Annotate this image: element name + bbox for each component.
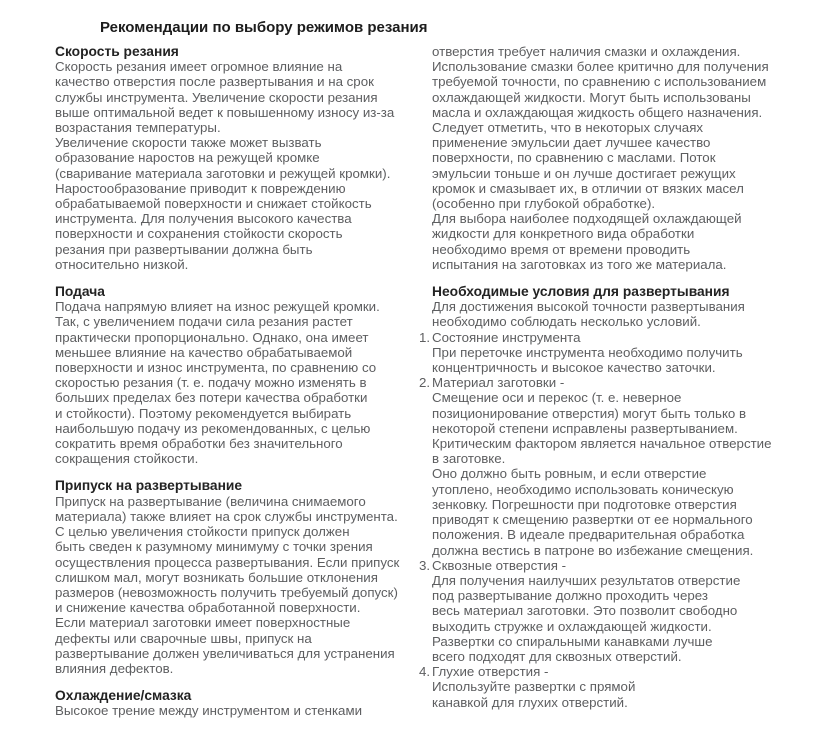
text-line: в заготовке. (432, 451, 506, 467)
text-line: концентричность и высокое качество заточки. (432, 360, 716, 376)
text-line: Следует отметить, что в некоторых случаях (432, 120, 704, 136)
text-line: Оно должно быть ровным, и если отверстие (432, 466, 707, 482)
text-line: и стойкости). Поэтому рекомендуется выбирать (55, 405, 352, 421)
text-line: зенковку. Погрешности при подготовке отверстия (432, 496, 737, 512)
text-line: отверстия требует наличия смазки и охлаждения. (432, 44, 741, 59)
text-line: инструмента. Для получения высокого качества (55, 211, 352, 227)
text-line: и снижение качества обработанной поверхности. (55, 600, 361, 616)
text-line: выше оптимальной ведет к повышенному износу из-за (55, 104, 395, 120)
text-line: материала) также влияет на срок службы инструмента. (55, 508, 398, 524)
text-line: осуществления процесса развертывания. Если припуск (55, 554, 400, 570)
text-line: наибольшую подачу из рекомендованных, с целью (55, 420, 371, 436)
list-item-title: Глухие отверстия - (432, 664, 549, 680)
text-line: положения. В идеале предварительная обработка (432, 527, 745, 543)
list-item-through-holes (419, 557, 812, 664)
section-heading: Охлаждение/смазка (55, 688, 192, 704)
text-line: резания при развертывании должна быть (55, 241, 313, 257)
text-line: (особенно при глубокой обработке). (432, 196, 656, 212)
right-column (419, 44, 812, 710)
text-line: весь материал заготовки. Это позволит свободно (432, 603, 738, 619)
cooling-continuation-paragraph (432, 44, 812, 272)
text-line: должна вестись в патроне во избежание смещения. (432, 542, 754, 558)
text-line: требуемой точности, по сравнению с использованием (432, 74, 767, 90)
text-line: сокращения стойкости. (55, 451, 199, 467)
text-line: Подача напрямую влияет на износ режущей кромки. (55, 299, 380, 315)
text-line: меньшее влияние на качество обрабатываемой (55, 344, 353, 360)
text-line: Скорость резания имеет огромное влияние на (55, 59, 343, 75)
text-line: образование наростов на режущей кромке (55, 150, 320, 166)
text-line: под развертывание должно проходить через (432, 588, 708, 604)
section-intro (432, 299, 812, 329)
text-line: Припуск на развертывание (величина снимаемого (55, 493, 366, 509)
text-line: дефекты или сварочные швы, припуск на (55, 630, 312, 646)
left-column (55, 44, 427, 719)
list-item-number: 1. (419, 329, 431, 345)
section-body (55, 703, 427, 718)
section-heading: Скорость резания (55, 44, 179, 59)
text-line: Увеличение скорости также может вызвать (55, 135, 322, 151)
list-item-title: Материал заготовки - (432, 375, 565, 391)
text-line: поверхности и сохранения стойкости скорость (55, 226, 343, 242)
text-line: необходимо время от времени проводить (432, 241, 691, 257)
text-line: необходимо соблюдать несколько условий. (432, 314, 701, 330)
list-item-body (432, 573, 812, 664)
text-line: всего подходят для сквозных отверстий. (432, 648, 682, 664)
list-item-title: Состояние инструмента (432, 329, 581, 345)
section-body (55, 59, 427, 272)
list-item-body (432, 390, 812, 557)
text-line: Для выбора наиболее подходящей охлаждающей (432, 211, 742, 227)
text-line: Наростообразование приводит к повреждению (55, 180, 346, 196)
section-body (55, 299, 427, 466)
text-line: слишком мал, могут возникать большие отклонения (55, 569, 378, 585)
text-line: Критическим фактором является начальное отверстие (432, 436, 772, 452)
text-line: канавкой для глухих отверстий. (432, 694, 628, 710)
list-item-body (432, 679, 812, 709)
text-line: поверхности и износ инструмента, по сравнению со (55, 360, 377, 376)
text-line: поверхности, по сравнению с маслами. Поток (432, 150, 716, 166)
text-line: позиционирование отверстия) могут быть только в (432, 405, 747, 421)
text-line: качество отверстия после развертывания и на срок (55, 74, 374, 90)
list-item-workpiece-material (419, 375, 812, 558)
section-heading: Припуск на развертывание (55, 478, 243, 494)
text-line: испытания на заготовках из того же материала. (432, 256, 727, 272)
text-line: жидкости для конкретного вида обработки (432, 226, 695, 242)
text-line: службы инструмента. Увеличение скорости резания (55, 89, 378, 105)
text-line: обрабатываемой поверхности и снижает стойкость (55, 196, 372, 212)
text-line: возрастания температуры. (55, 120, 221, 136)
text-line: Для достижения высокой точности развертывания (432, 299, 745, 315)
text-line: Если материал заготовки имеет поверхностные (55, 615, 351, 631)
text-line: Высокое трение между инструментом и стенками (55, 703, 363, 719)
text-line: утоплено, необходимо использовать коническую (432, 481, 734, 497)
text-line: размеров (невозможность получить требуемый допуск) (55, 584, 398, 600)
list-item-tool-condition (419, 329, 812, 376)
text-line: больших пределах без потери качества обработки (55, 390, 368, 406)
text-line: Развертки со спиральными канавками лучше (432, 633, 713, 649)
text-line: влияния дефектов. (55, 660, 174, 676)
list-item-title: Сквозные отверстия - (432, 557, 567, 573)
text-line: относительно низкой. (55, 256, 189, 272)
text-line: сократить время обработки без значительного (55, 436, 343, 452)
text-line: Для получения наилучших результатов отверстие (432, 572, 741, 588)
section-cooling-lubrication (55, 688, 427, 718)
text-line: быть сведен к разумному минимуму с точки зрения (55, 539, 373, 555)
section-heading: Необходимые условия для развертывания (432, 284, 730, 300)
section-body (432, 44, 812, 272)
section-cutting-speed (55, 44, 427, 272)
text-line: развертывание должен увеличиваться для устранения (55, 645, 395, 661)
text-line: масла и охлаждающая жидкость общего назначения. (432, 104, 763, 120)
text-line: Так, с увеличением подачи сила резания растет (55, 314, 353, 330)
text-line: Используйте развертки с прямой (432, 679, 636, 695)
page-title: Рекомендации по выбору режимов резания (100, 19, 428, 37)
section-body (55, 494, 427, 676)
list-item-number: 3. (419, 557, 431, 573)
text-line: приводят к смещению развертки от ее нормального (432, 512, 753, 528)
text-line: применение эмульсии дает лучшее качество (432, 135, 711, 151)
text-line: некоторой степени исправлены развертыванием. (432, 420, 738, 436)
text-line: скоростью резания (т. е. подачу можно изменять в (55, 375, 367, 391)
text-line: кромок и смазывает их, в отличии от вязких масел (432, 180, 744, 196)
list-item-body (432, 345, 812, 375)
list-item-number: 2. (419, 375, 431, 391)
text-line: (сваривание материала заготовки и режущей кромки). (55, 165, 391, 181)
text-line: С целью увеличения стойкости припуск должен (55, 524, 350, 540)
text-line: При переточке инструмента необходимо получить (432, 344, 743, 360)
section-reaming-conditions (419, 284, 812, 710)
text-line: охлаждающей жидкости. Могут быть использованы (432, 89, 751, 105)
section-heading: Подача (55, 284, 105, 300)
text-line: практически пропорционально. Однако, она имеет (55, 329, 369, 345)
section-feed (55, 284, 427, 466)
list-item-blind-holes (419, 664, 812, 710)
text-line: Использование смазки более критично для получения (432, 59, 769, 75)
text-line: Смещение оси и перекос (т. е. неверное (432, 390, 682, 406)
text-line: эмульсии тоньше и он лучше достигает режущих (432, 165, 736, 181)
text-line: выходить стружке и охлаждающей жидкости. (432, 618, 712, 634)
list-item-number: 4. (419, 664, 431, 680)
section-reaming-allowance (55, 478, 427, 676)
